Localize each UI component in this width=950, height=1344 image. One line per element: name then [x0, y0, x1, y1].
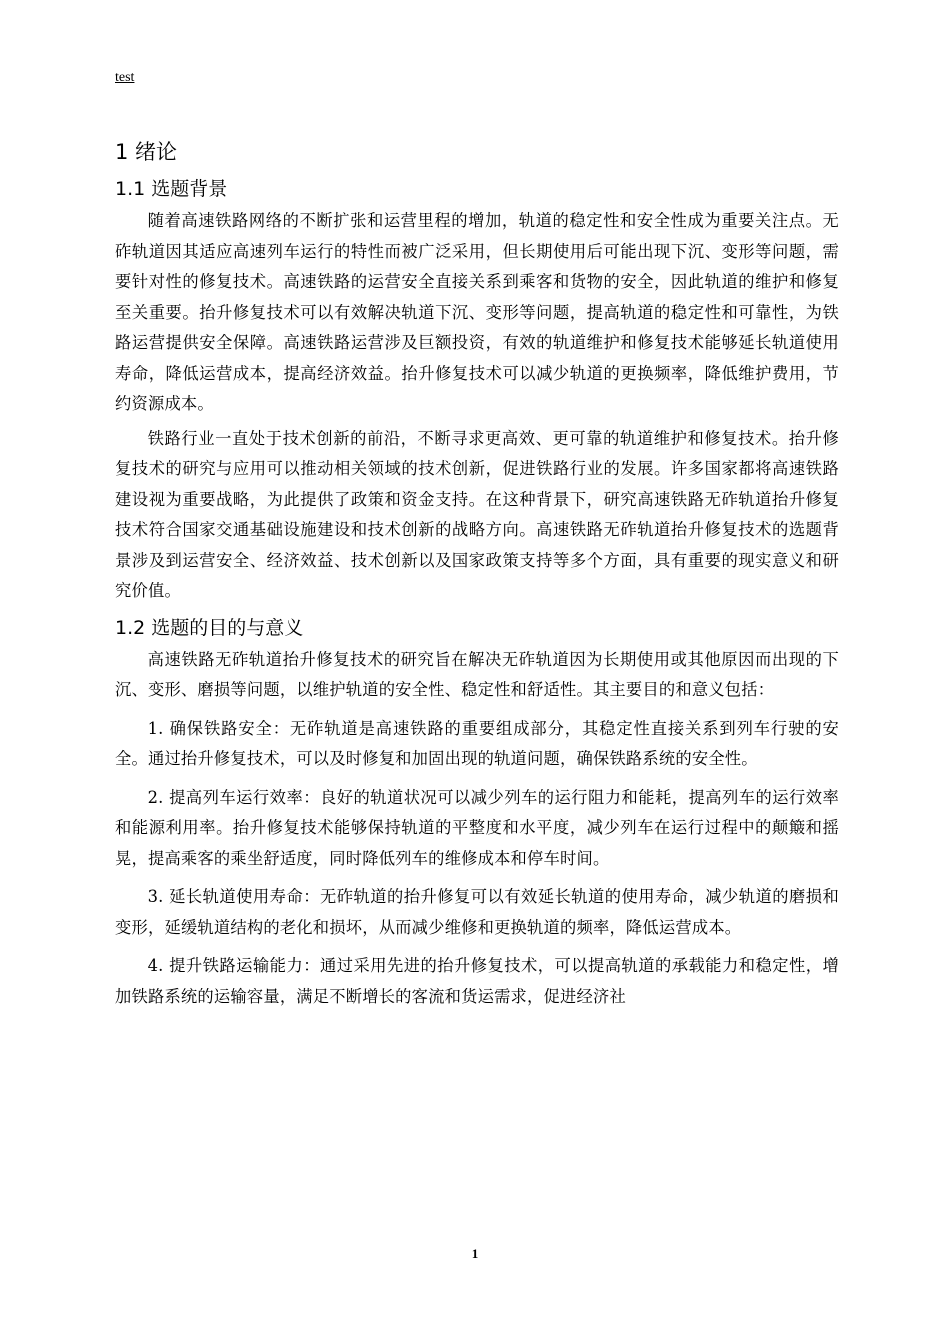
- list-item: 2. 提高列车运行效率：良好的轨道状况可以减少列车的运行阻力和能耗，提高列车的运行效率和能源利用率。抬升修复技术能够保持轨道的平整度和水平度，减少列车在运行过程中的颠簸和摇晃，提高乘客的乘坐舒适度，同时降低列车的维修成本和停车时间。: [115, 787, 839, 868]
- page-content: [115, 134, 839, 1020]
- page-number: 1: [471, 1246, 479, 1261]
- section-title: 1.1 选题背景: [115, 178, 228, 200]
- list-item: 4. 提升铁路运输能力：通过采用先进的抬升修复技术，可以提高轨道的承载能力和稳定性，增加铁路系统的运输容量，满足不断增长的客流和货运需求，促进经济社: [115, 956, 839, 1006]
- paragraph: 随着高速铁路网络的不断扩张和运营里程的增加，轨道的稳定性和安全性成为重要关注点。无砟轨道因其适应高速列车运行的特性而被广泛采用，但长期使用后可能出现下沉、变形等问题，需要针对性的修复技术。高速铁路的运营安全直接关系到乘客和货物的安全，因此轨道的维护和修复至关重要。抬升修复技术可以有效解决轨道下沉、变形等问题，提高轨道的稳定性和可靠性，为铁路运营提供安全保障。高速铁路运营涉及巨额投资，有效的轨道维护和修复技术能够延长轨道使用寿命，降低运营成本，提高经济效益。抬升修复技术可以减少轨道的更换频率，降低维护费用，节约资源成本。: [115, 211, 839, 413]
- list-item: 1. 确保铁路安全：无砟轨道是高速铁路的重要组成部分，其稳定性直接关系到列车行驶的安全。通过抬升修复技术，可以及时修复和加固出现的轨道问题，确保铁路系统的安全性。: [115, 718, 839, 768]
- page-header: test: [115, 70, 135, 85]
- section-title: 1.2 选题的目的与意义: [115, 616, 304, 639]
- chapter-title: 1 绪论: [115, 140, 178, 164]
- paragraph: 高速铁路无砟轨道抬升修复技术的研究旨在解决无砟轨道因为长期使用或其他原因而出现的下沉、变形、磨损等问题，以维护轨道的安全性、稳定性和舒适性。其主要目的和意义包括：: [115, 649, 839, 699]
- paragraph: 铁路行业一直处于技术创新的前沿，不断寻求更高效、更可靠的轨道维护和修复技术。抬升修复技术的研究与应用可以推动相关领域的技术创新，促进铁路行业的发展。许多国家都将高速铁路建设视为重要战略，为此提供了政策和资金支持。在这种背景下，研究高速铁路无砟轨道抬升修复技术符合国家交通基础设施建设和技术创新的战略方向。高速铁路无砟轨道抬升修复技术的选题背景涉及到运营安全、经济效益、技术创新以及国家政策支持等多个方面，具有重要的现实意义和研究价值。: [115, 428, 839, 600]
- list-item: 3. 延长轨道使用寿命：无砟轨道的抬升修复可以有效延长轨道的使用寿命，减少轨道的磨损和变形，延缓轨道结构的老化和损坏，从而减少维修和更换轨道的频率，降低运营成本。: [115, 887, 839, 937]
